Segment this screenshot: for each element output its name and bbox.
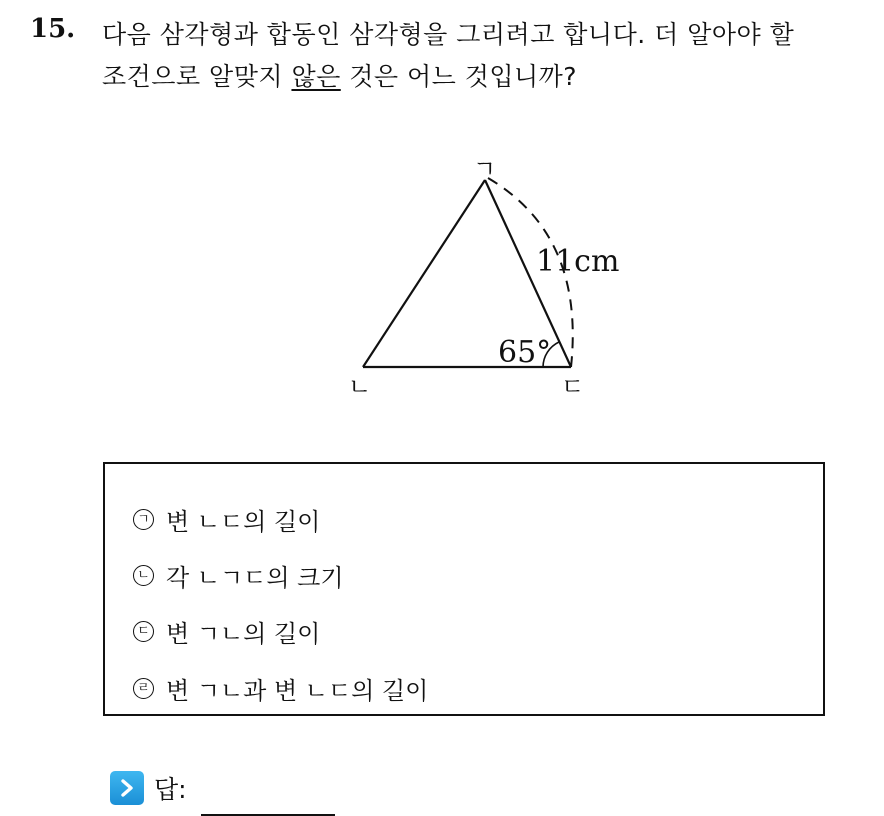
answer-blank[interactable] (201, 784, 335, 816)
question-line-1: 다음 삼각형과 합동인 삼각형을 그리려고 합니다. 더 알아야 할 (102, 20, 795, 49)
question-text (102, 14, 872, 98)
choice-text-4: 변 ㄱㄴ과 변 ㄴㄷ의 길이 (166, 677, 429, 705)
choice-marker-4: ㄹ (133, 678, 154, 699)
choice-text-2: 각 ㄴㄱㄷ의 크기 (166, 564, 344, 592)
chevron-right-icon (110, 771, 144, 805)
choice-text-1: 변 ㄴㄷ의 길이 (166, 508, 321, 536)
choice-marker-2: ㄴ (133, 565, 154, 586)
vertex-label-right: ㄷ (561, 373, 585, 401)
triangle-figure (330, 150, 650, 410)
choice-4 (133, 671, 428, 706)
choice-1 (133, 502, 320, 537)
choices-box (103, 462, 825, 716)
answer-label: 답: (154, 775, 187, 804)
choice-text-3: 변 ㄱㄴ의 길이 (166, 620, 321, 648)
angle-label: 65° (498, 335, 552, 370)
vertex-label-left: ㄴ (348, 373, 372, 401)
question-number: 15. (30, 14, 76, 44)
question-line-2-start: 조건으로 알맞지 (102, 62, 292, 91)
choice-marker-1: ㄱ (133, 509, 154, 530)
question-line-2 (102, 56, 872, 98)
choice-2 (133, 558, 344, 593)
question-line-2-end: 것은 어느 것입니까? (340, 62, 578, 91)
side-length-label: 11cm (536, 244, 620, 279)
side-top-left (363, 180, 485, 367)
choice-3 (133, 614, 320, 649)
chevron-right-glyph (117, 778, 137, 798)
choice-marker-3: ㄷ (133, 621, 154, 642)
answer-row (110, 770, 335, 806)
underlined-word: 않은 (291, 62, 341, 91)
vertex-label-top: ㄱ (473, 155, 497, 183)
triangle-svg (330, 150, 650, 410)
